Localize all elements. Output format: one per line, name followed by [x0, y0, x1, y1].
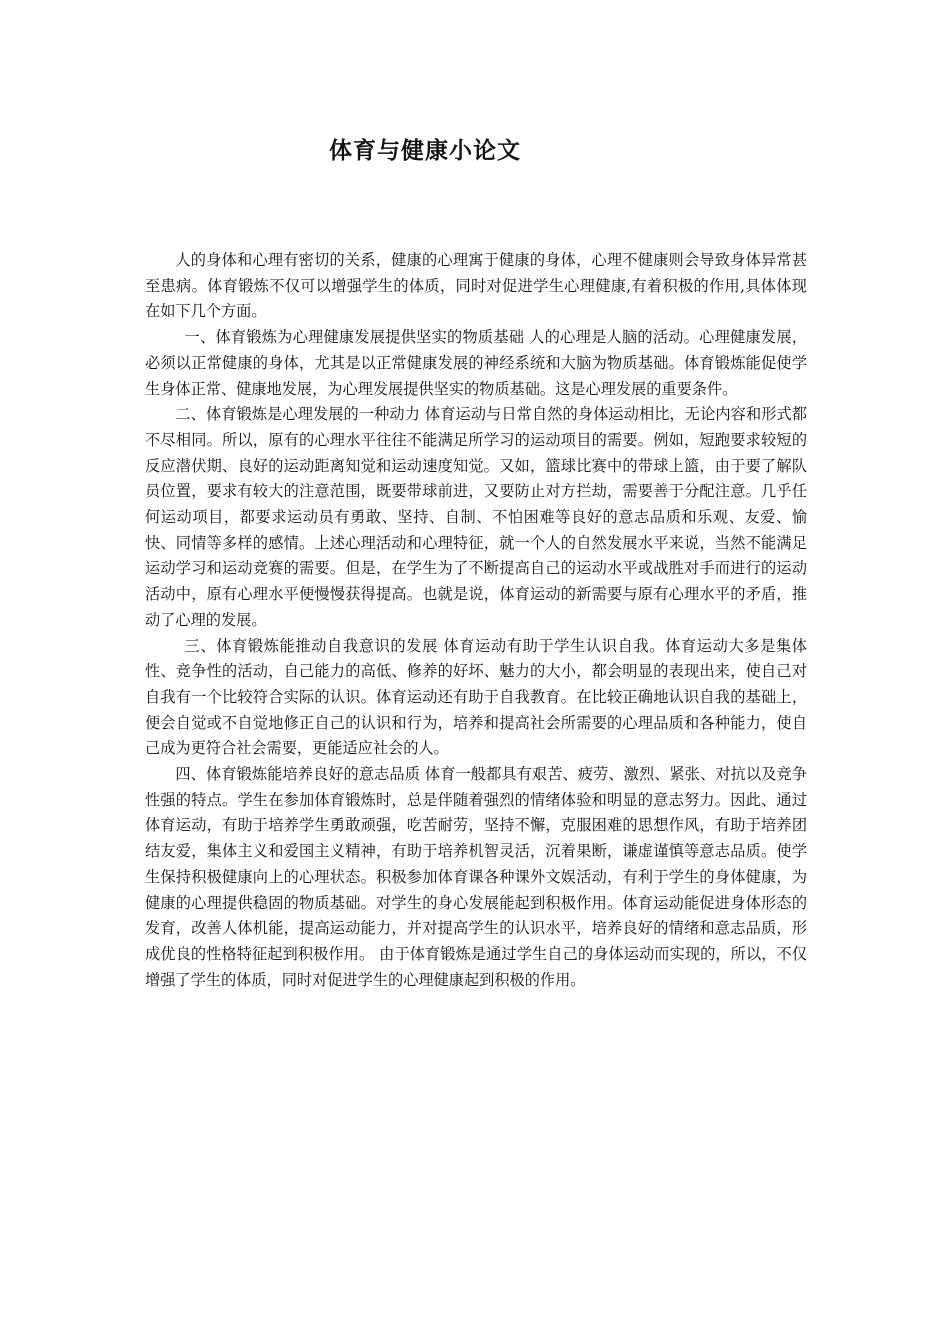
- paragraph-intro: 人的身体和心理有密切的关系，健康的心理寓于健康的身体，心理不健康则会导致身体异常甚至患病。体育锻炼不仅可以增强学生的体质，同时对促进学生心理健康,有着积极的作用,具体体现在如下几个方面。: [145, 251, 807, 321]
- paragraph-section-3: 三、体育锻炼能推动自我意识的发展 体育运动有助于学生认识自我。体育运动大多是集体性、竞争性的活动，自己能力的高低、修养的好坏、魅力的大小，都会明显的表现出来，使自己对自我有一个比较符合实际的认识。体育运动还有助于自我教育。在比较正确地认识自我的基础上，便会自觉或不自觉地修正自己的认识和行为，培养和提高社会所需要的心理品质和各种能力，使自己成为更符合社会需要，更能适应社会的人。: [145, 636, 807, 758]
- document-title: 体育与健康小论文: [329, 138, 521, 164]
- paragraph-section-1: 一、体育锻炼为心理健康发展提供坚实的物质基础 人的心理是人脑的活动。心理健康发展，必须以正常健康的身体，尤其是以正常健康发展的神经系统和大脑为物质基础。体育锻炼能促使学生身体正常、健康地发展，为心理发展提供坚实的物质基础。这是心理发展的重要条件。: [145, 328, 807, 398]
- document-body: [145, 248, 807, 993]
- paragraph-section-2: 二、体育锻炼是心理发展的一种动力 体育运动与日常自然的身体运动相比，无论内容和形式都不尽相同。所以，原有的心理水平往往不能满足所学习的运动项目的需要。例如，短跑要求较短的反应潜伏期、良好的运动距离知觉和运动速度知觉。又如，篮球比赛中的带球上篮，由于要了解队员位置，要求有较大的注意范围，既要带球前进，又要防止对方拦劫，需要善于分配注意。几乎任何运动项目，都要求运动员有勇敢、坚持、自制、不怕困难等良好的意志品质和乐观、友爱、愉快、同情等多样的感情。上述心理活动和心理特征，就一个人的自然发展水平来说，当然不能满足运动学习和运动竞赛的需要。但是，在学生为了不断提高自己的运动水平或战胜对手而进行的运动活动中，原有心理水平便慢慢获得提高。也就是说，体育运动的新需要与原有心理水平的矛盾，推动了心理的发展。: [145, 405, 807, 629]
- paragraph-section-4: 四、体育锻炼能培养良好的意志品质 体育一般都具有艰苦、疲劳、激烈、紧张、对抗以及竞争性强的特点。学生在参加体育锻炼时，总是伴随着强烈的情绪体验和明显的意志努力。因此、通过体育运动，有助于培养学生勇敢顽强，吃苦耐劳，坚持不懈，克服困难的思想作风，有助于培养团结友爱，集体主义和爱国主义精神，有助于培养机智灵活，沉着果断，谦虚谨慎等意志品质。使学生保持积极健康向上的心理状态。积极参加体育课各种课外文娱活动，有利于学生的身体健康，为健康的心理提供稳固的物质基础。对学生的身心发展能起到积极作用。体育运动能促进身体形态的发育，改善人体机能，提高运动能力，并对提高学生的认识水平，培养良好的情绪和意志品质，形成优良的性格特征起到积极作用。 由于体育锻炼是通过学生自己的身体运动而实现的，所以，不仅增强了学生的体质，同时对促进学生的心理健康起到积极的作用。: [145, 765, 807, 989]
